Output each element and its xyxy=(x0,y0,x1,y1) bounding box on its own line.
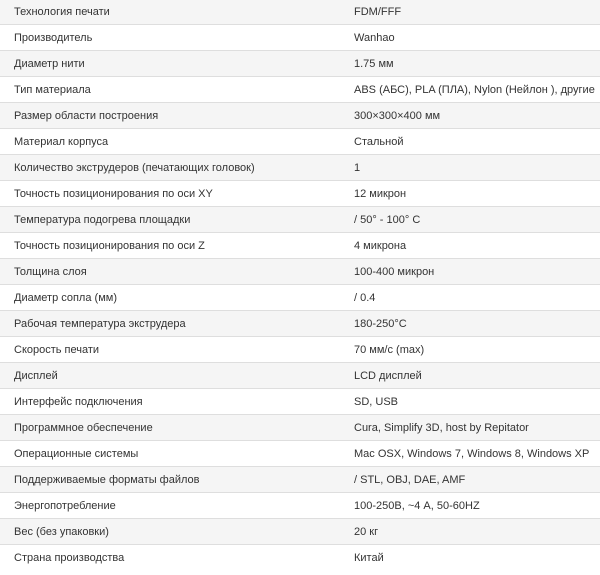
spec-label: Вес (без упаковки) xyxy=(0,519,340,545)
spec-value: 180-250°C xyxy=(340,311,600,337)
spec-label: Операционные системы xyxy=(0,441,340,467)
spec-row xyxy=(0,467,600,493)
spec-row xyxy=(0,415,600,441)
spec-value: Cura, Simplify 3D, host by Repitator xyxy=(340,415,600,441)
spec-value: 100-400 микрон xyxy=(340,259,600,285)
spec-value: / 50° - 100° C xyxy=(340,207,600,233)
spec-label: Скорость печати xyxy=(0,337,340,363)
spec-row xyxy=(0,545,600,571)
spec-row xyxy=(0,285,600,311)
spec-label: Точность позиционирования по оси XY xyxy=(0,181,340,207)
spec-label: Поддерживаемые форматы файлов xyxy=(0,467,340,493)
spec-value: ABS (АБС), PLA (ПЛА), Nylon (Нейлон ), другие xyxy=(340,77,600,103)
spec-label: Толщина слоя xyxy=(0,259,340,285)
spec-row xyxy=(0,233,600,259)
spec-row xyxy=(0,337,600,363)
spec-label: Технология печати xyxy=(0,0,340,25)
spec-row xyxy=(0,0,600,25)
spec-label: Тип материала xyxy=(0,77,340,103)
spec-value: Стальной xyxy=(340,129,600,155)
spec-label: Производитель xyxy=(0,25,340,51)
spec-row xyxy=(0,311,600,337)
spec-value: Mac OSX, Windows 7, Windows 8, Windows XP xyxy=(340,441,600,467)
spec-row xyxy=(0,155,600,181)
spec-row xyxy=(0,51,600,77)
spec-label: Интерфейс подключения xyxy=(0,389,340,415)
spec-label: Программное обеспечение xyxy=(0,415,340,441)
spec-label: Диаметр нити xyxy=(0,51,340,77)
spec-label: Температура подогрева площадки xyxy=(0,207,340,233)
spec-value: 100-250В, ~4 А, 50-60HZ xyxy=(340,493,600,519)
spec-row xyxy=(0,441,600,467)
spec-row xyxy=(0,389,600,415)
spec-row xyxy=(0,363,600,389)
spec-row xyxy=(0,103,600,129)
spec-value: SD, USB xyxy=(340,389,600,415)
spec-row xyxy=(0,493,600,519)
spec-row xyxy=(0,519,600,545)
spec-row xyxy=(0,25,600,51)
spec-label: Размер области построения xyxy=(0,103,340,129)
spec-row xyxy=(0,207,600,233)
spec-label: Количество экструдеров (печатающих головок) xyxy=(0,155,340,181)
spec-label: Дисплей xyxy=(0,363,340,389)
spec-value: 20 кг xyxy=(340,519,600,545)
spec-value: / STL, OBJ, DAE, AMF xyxy=(340,467,600,493)
spec-label: Страна производства xyxy=(0,545,340,571)
spec-value: 300×300×400 мм xyxy=(340,103,600,129)
spec-value: 1.75 мм xyxy=(340,51,600,77)
spec-value: Wanhao xyxy=(340,25,600,51)
spec-value: / 0.4 xyxy=(340,285,600,311)
spec-value: 70 мм/с (max) xyxy=(340,337,600,363)
spec-value: 1 xyxy=(340,155,600,181)
spec-label: Точность позиционирования по оси Z xyxy=(0,233,340,259)
spec-row xyxy=(0,181,600,207)
spec-label: Диаметр сопла (мм) xyxy=(0,285,340,311)
spec-value: 12 микрон xyxy=(340,181,600,207)
spec-value: FDM/FFF xyxy=(340,0,600,25)
spec-label: Энергопотребление xyxy=(0,493,340,519)
spec-label: Материал корпуса xyxy=(0,129,340,155)
spec-row xyxy=(0,77,600,103)
spec-value: Китай xyxy=(340,545,600,571)
spec-value: 4 микрона xyxy=(340,233,600,259)
spec-row xyxy=(0,129,600,155)
spec-row xyxy=(0,259,600,285)
spec-label: Рабочая температура экструдера xyxy=(0,311,340,337)
spec-value: LCD дисплей xyxy=(340,363,600,389)
